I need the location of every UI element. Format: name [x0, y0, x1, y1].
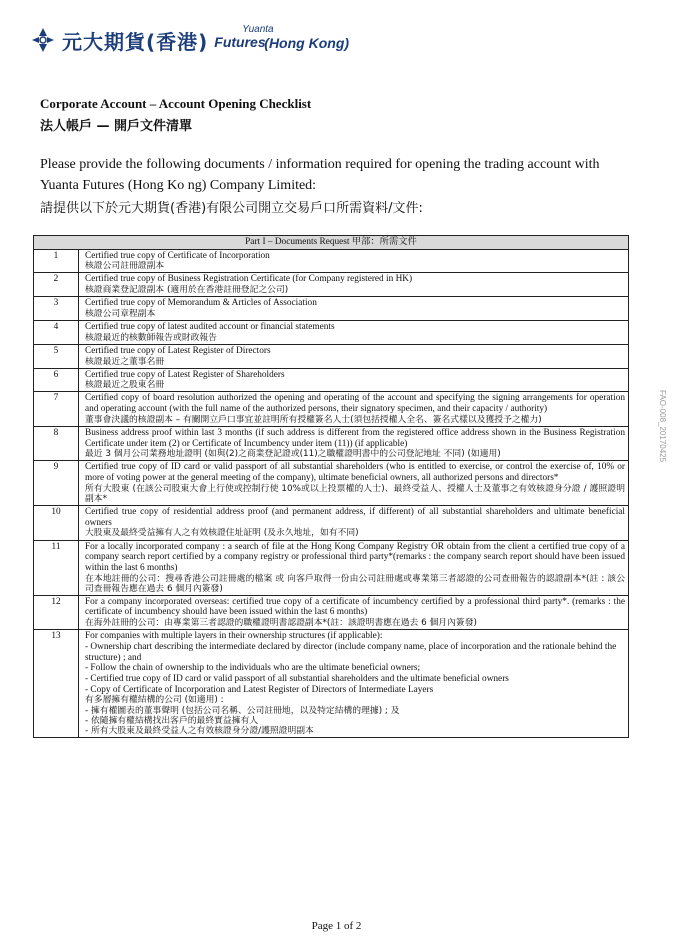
- table-row: [34, 321, 629, 345]
- bullet-en: - Ownership chart describing the intermediate declared by director (include company name, place of incorporation and the rationale behind the structure) ; and: [85, 641, 617, 663]
- row-number: 13: [34, 630, 79, 738]
- table-row: [34, 595, 629, 629]
- row-number: 11: [34, 540, 79, 595]
- row-text-zh: 大股東及最終受益擁有人之有效核證住址証明 (及永久地址，如有不同): [85, 528, 359, 539]
- bullet-en: - Copy of Certificate of Incorporation and Latest Register of Directors of Intermediate Layers: [85, 684, 434, 695]
- row-text-zh: 核證最近之股東名冊: [85, 380, 165, 391]
- row-content: [79, 426, 629, 460]
- row-text-zh: 在本地註冊的公司：搜尋香港公司註冊處的檔案 或 向客戶取得一份由公司註冊處或專業第三者認證的公司查冊報告的認證副本*(註 : 該公司查冊報告應在過去 6 個月內簽發): [85, 573, 625, 594]
- row-number: 1: [34, 249, 79, 273]
- row-content: [79, 321, 629, 345]
- table-header: Part I – Documents Request 甲部：所需文件: [34, 236, 629, 250]
- table-row: [34, 461, 629, 506]
- row-text-zh: 有多層擁有權結構的公司 (如適用) :: [85, 695, 224, 706]
- row-text-zh: 董事會決議的核證副本 – 有關開立戶口事宜並註明所有授權簽名人士(須包括授權人全名、簽名式樣以及獲授予之權力): [85, 414, 542, 425]
- table-row: [34, 344, 629, 368]
- table-row: [34, 249, 629, 273]
- row-content: [79, 595, 629, 629]
- row-content: [79, 392, 629, 426]
- row-number: 10: [34, 506, 79, 540]
- table-header-row: [34, 236, 629, 250]
- row-content: [79, 461, 629, 506]
- intro-text-zh: 請提供以下於元大期貨(香港)有限公司開立交易戶口所需資料/文件:: [40, 201, 423, 216]
- row-text-zh: 核證公司章程副本: [85, 308, 156, 319]
- table-row: [34, 506, 629, 540]
- row-number: 3: [34, 297, 79, 321]
- row-text-en: Certified true copy of Latest Register of Shareholders: [85, 369, 285, 380]
- table-row: [34, 368, 629, 392]
- row-text-zh: 核證最近的核數師報告或財政報告: [85, 332, 217, 343]
- logo-english-name: [214, 25, 394, 55]
- row-content: [79, 273, 629, 297]
- row-content: [79, 344, 629, 368]
- logo-chinese-name: 元大期貨(香港): [62, 29, 209, 54]
- row-number: 5: [34, 344, 79, 368]
- table-row: [34, 273, 629, 297]
- bullet-zh: - 擁有權圖表的董事聲明 (包括公司名稱、公司註冊地，以及特定結構的理據) ; 及: [85, 705, 400, 716]
- table-row: [34, 392, 629, 426]
- row-number: 9: [34, 461, 79, 506]
- yuanta-logo-icon: [30, 27, 56, 53]
- row-text-en: Certified true copy of Memorandum & Articles of Association: [85, 298, 317, 309]
- row-number: 12: [34, 595, 79, 629]
- row-text-zh: 在海外註冊的公司：由專業第三者認證的職權證明書認證副本*(註：該證明書應在過去 6 個月內簽發): [85, 618, 477, 629]
- row-text-zh: 核證商業登記證副本 (適用於在香港註冊登記之公司): [85, 285, 289, 296]
- logo-english-top: Yuanta: [242, 24, 274, 35]
- bullet-en: - Certified true copy of ID card or valid passport of all substantial shareholders and the ultimate beneficial owners: [85, 674, 509, 685]
- row-text-en: Certified true copy of Certificate of Incorporation: [85, 250, 270, 261]
- row-text-en: For companies with multiple layers in their ownership structures (if applicable):: [85, 631, 383, 642]
- row-text-zh: 核證公司註冊證副本: [85, 261, 165, 272]
- form-code: FAO-008_20170425: [658, 390, 667, 463]
- row-text-en: Certified true copy of ID card or valid passport of all substantial shareholders (who is entitled to exercise, or control the exercise of, 10% or more of voting power at the general meeting of the company), ultimate beneficial owners, all authorized persons and directors*: [85, 462, 625, 484]
- row-text-en: Certified true copy of Latest Register of Directors: [85, 345, 271, 356]
- row-text-en: Certified true copy of latest audited account or financial statements: [85, 322, 335, 333]
- page-number: Page 1 of 2: [311, 920, 362, 932]
- row-text-en: For a locally incorporated company : a search of file at the Hong Kong Company Registry OR obtain from the client a certified true copy of a company search report certified by a company registry or professional third party*(remarks : the company search report should have been issued within the last 6 months): [85, 541, 625, 573]
- row-content: [79, 630, 629, 738]
- row-text-en: For a company incorporated overseas: certified true copy of a certificate of incumbency certified by a professional third party*. (remarks : the certificate of incumbency should have been issued within the last 6 months): [85, 596, 625, 618]
- bullet-zh: - 所有大股東及最終受益人之有效核證身分證/護照證明副本: [85, 725, 314, 736]
- company-logo: [30, 25, 394, 55]
- row-text-zh: 所有大股東 (在該公司股東大會上行使或控制行使 10%或以上投票權的人士)、最終受益人、授權人士及董事之有效核證身分證 / 護照證明副本*: [85, 483, 625, 504]
- bullet-zh: - 依隨擁有權結構找出客戶的最終實益擁有人: [85, 715, 259, 726]
- row-text-en: Certified copy of board resolution authorized the opening and operating of the account and specifying the signing arrangements for operation and operating account (with the full name of the authorized persons, their signatory specimen, and their capacity / authority): [85, 393, 625, 415]
- row-text-zh: 核證最近之董事名冊: [85, 356, 165, 367]
- row-content: [79, 540, 629, 595]
- row-text-en: Certified true copy of residential address proof (and permanent address, if different) of all substantial shareholders and ultimate beneficial owners: [85, 507, 625, 528]
- intro-text-en: Please provide the following documents / information required for opening the trading account with Yuanta Futures (Hong Ko ng) Company Limited:: [40, 157, 600, 193]
- row-number: 4: [34, 321, 79, 345]
- row-number: 2: [34, 273, 79, 297]
- row-text-zh: 最近 3 個月公司業務地址證明 (如與(2)之商業登記證或(11)之職權證明書中的公司登記地址 不同) (如適用): [85, 449, 501, 460]
- row-number: 6: [34, 368, 79, 392]
- row-content: [79, 506, 629, 540]
- logo-english-bottom: (Hong Kong): [264, 35, 350, 51]
- logo-english-mid: Futures: [214, 34, 266, 50]
- row-text-en: Certified true copy of Business Registration Certificate (for Company registered in HK): [85, 274, 413, 285]
- checklist-title-zh: 法人帳戶 — 開戶文件清單: [40, 119, 193, 134]
- table-row: [34, 297, 629, 321]
- row-content: [79, 368, 629, 392]
- row-number: 8: [34, 426, 79, 460]
- table-row: [34, 540, 629, 595]
- bullet-en: - Follow the chain of ownership to the individuals who are the ultimate beneficial owners;: [85, 663, 421, 674]
- row-number: 7: [34, 392, 79, 426]
- checklist-title-en: Corporate Account – Account Opening Checklist: [40, 96, 312, 111]
- row-content: [79, 249, 629, 273]
- table-row: [34, 426, 629, 460]
- documents-table: [33, 235, 629, 738]
- table-row: [34, 630, 629, 738]
- row-text-en: Business address proof within last 3 months (if such address is different from the registered office address shown in the Business Registration Certificate under item (2) or Certificate of Incumbency under item (11)) (if applicable): [85, 427, 625, 449]
- row-content: [79, 297, 629, 321]
